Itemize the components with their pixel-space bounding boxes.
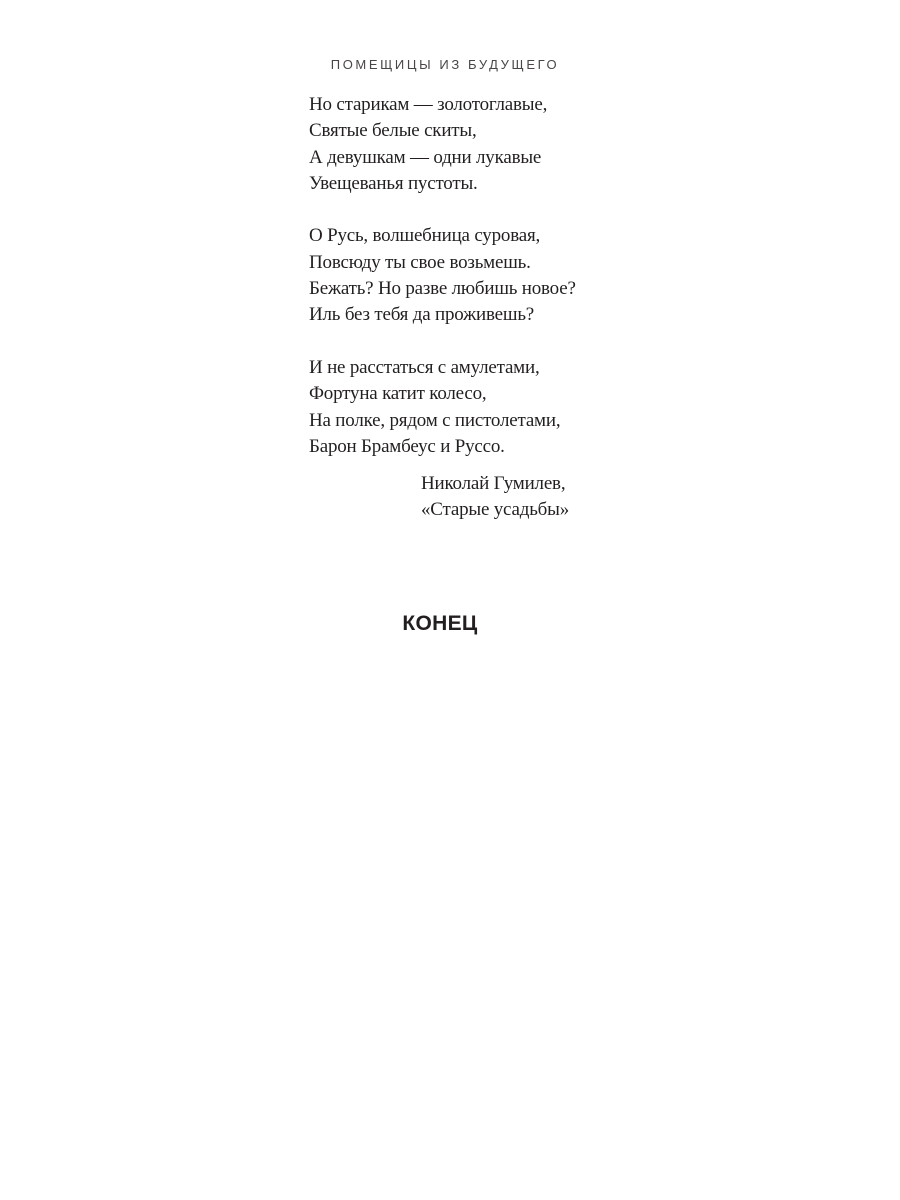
poem-stanza <box>309 223 629 328</box>
poem-line: Святые белые скиты, <box>309 120 477 142</box>
poem-line: И не расстаться с амулетами, <box>309 356 540 378</box>
poem-line: Фортуна катит колесо, <box>309 383 487 405</box>
end-mark: КОНЕЦ <box>402 612 478 635</box>
poem-line: Иль без тебя да проживешь? <box>309 304 535 326</box>
poem-line: О Русь, волшебница суровая, <box>309 225 541 247</box>
poem-line: Барон Брамбеус и Руссо. <box>309 435 505 457</box>
poem-epigraph <box>309 92 629 460</box>
running-head: ПОМЕЩИЦЫ ИЗ БУДУЩЕГО <box>330 57 560 72</box>
poem-line: А девушкам — одни лукавые <box>309 146 542 168</box>
poem-line: Бежать? Но разве любишь новое? <box>309 278 576 300</box>
poem-line: На полке, рядом с пистолетами, <box>309 409 561 431</box>
poem-line: Увещеванья пустоты. <box>309 172 478 194</box>
poem-stanza <box>309 92 629 197</box>
poem-line: Но старикам — золотоглавые, <box>309 94 548 115</box>
poem-line: Повсюду ты свое возьмешь. <box>309 251 531 273</box>
attribution-source: «Старые усадьбы» <box>421 499 570 521</box>
poem-stanza <box>309 355 629 460</box>
poem-attribution <box>421 471 569 524</box>
attribution-author: Николай Гумилев, <box>421 473 566 494</box>
